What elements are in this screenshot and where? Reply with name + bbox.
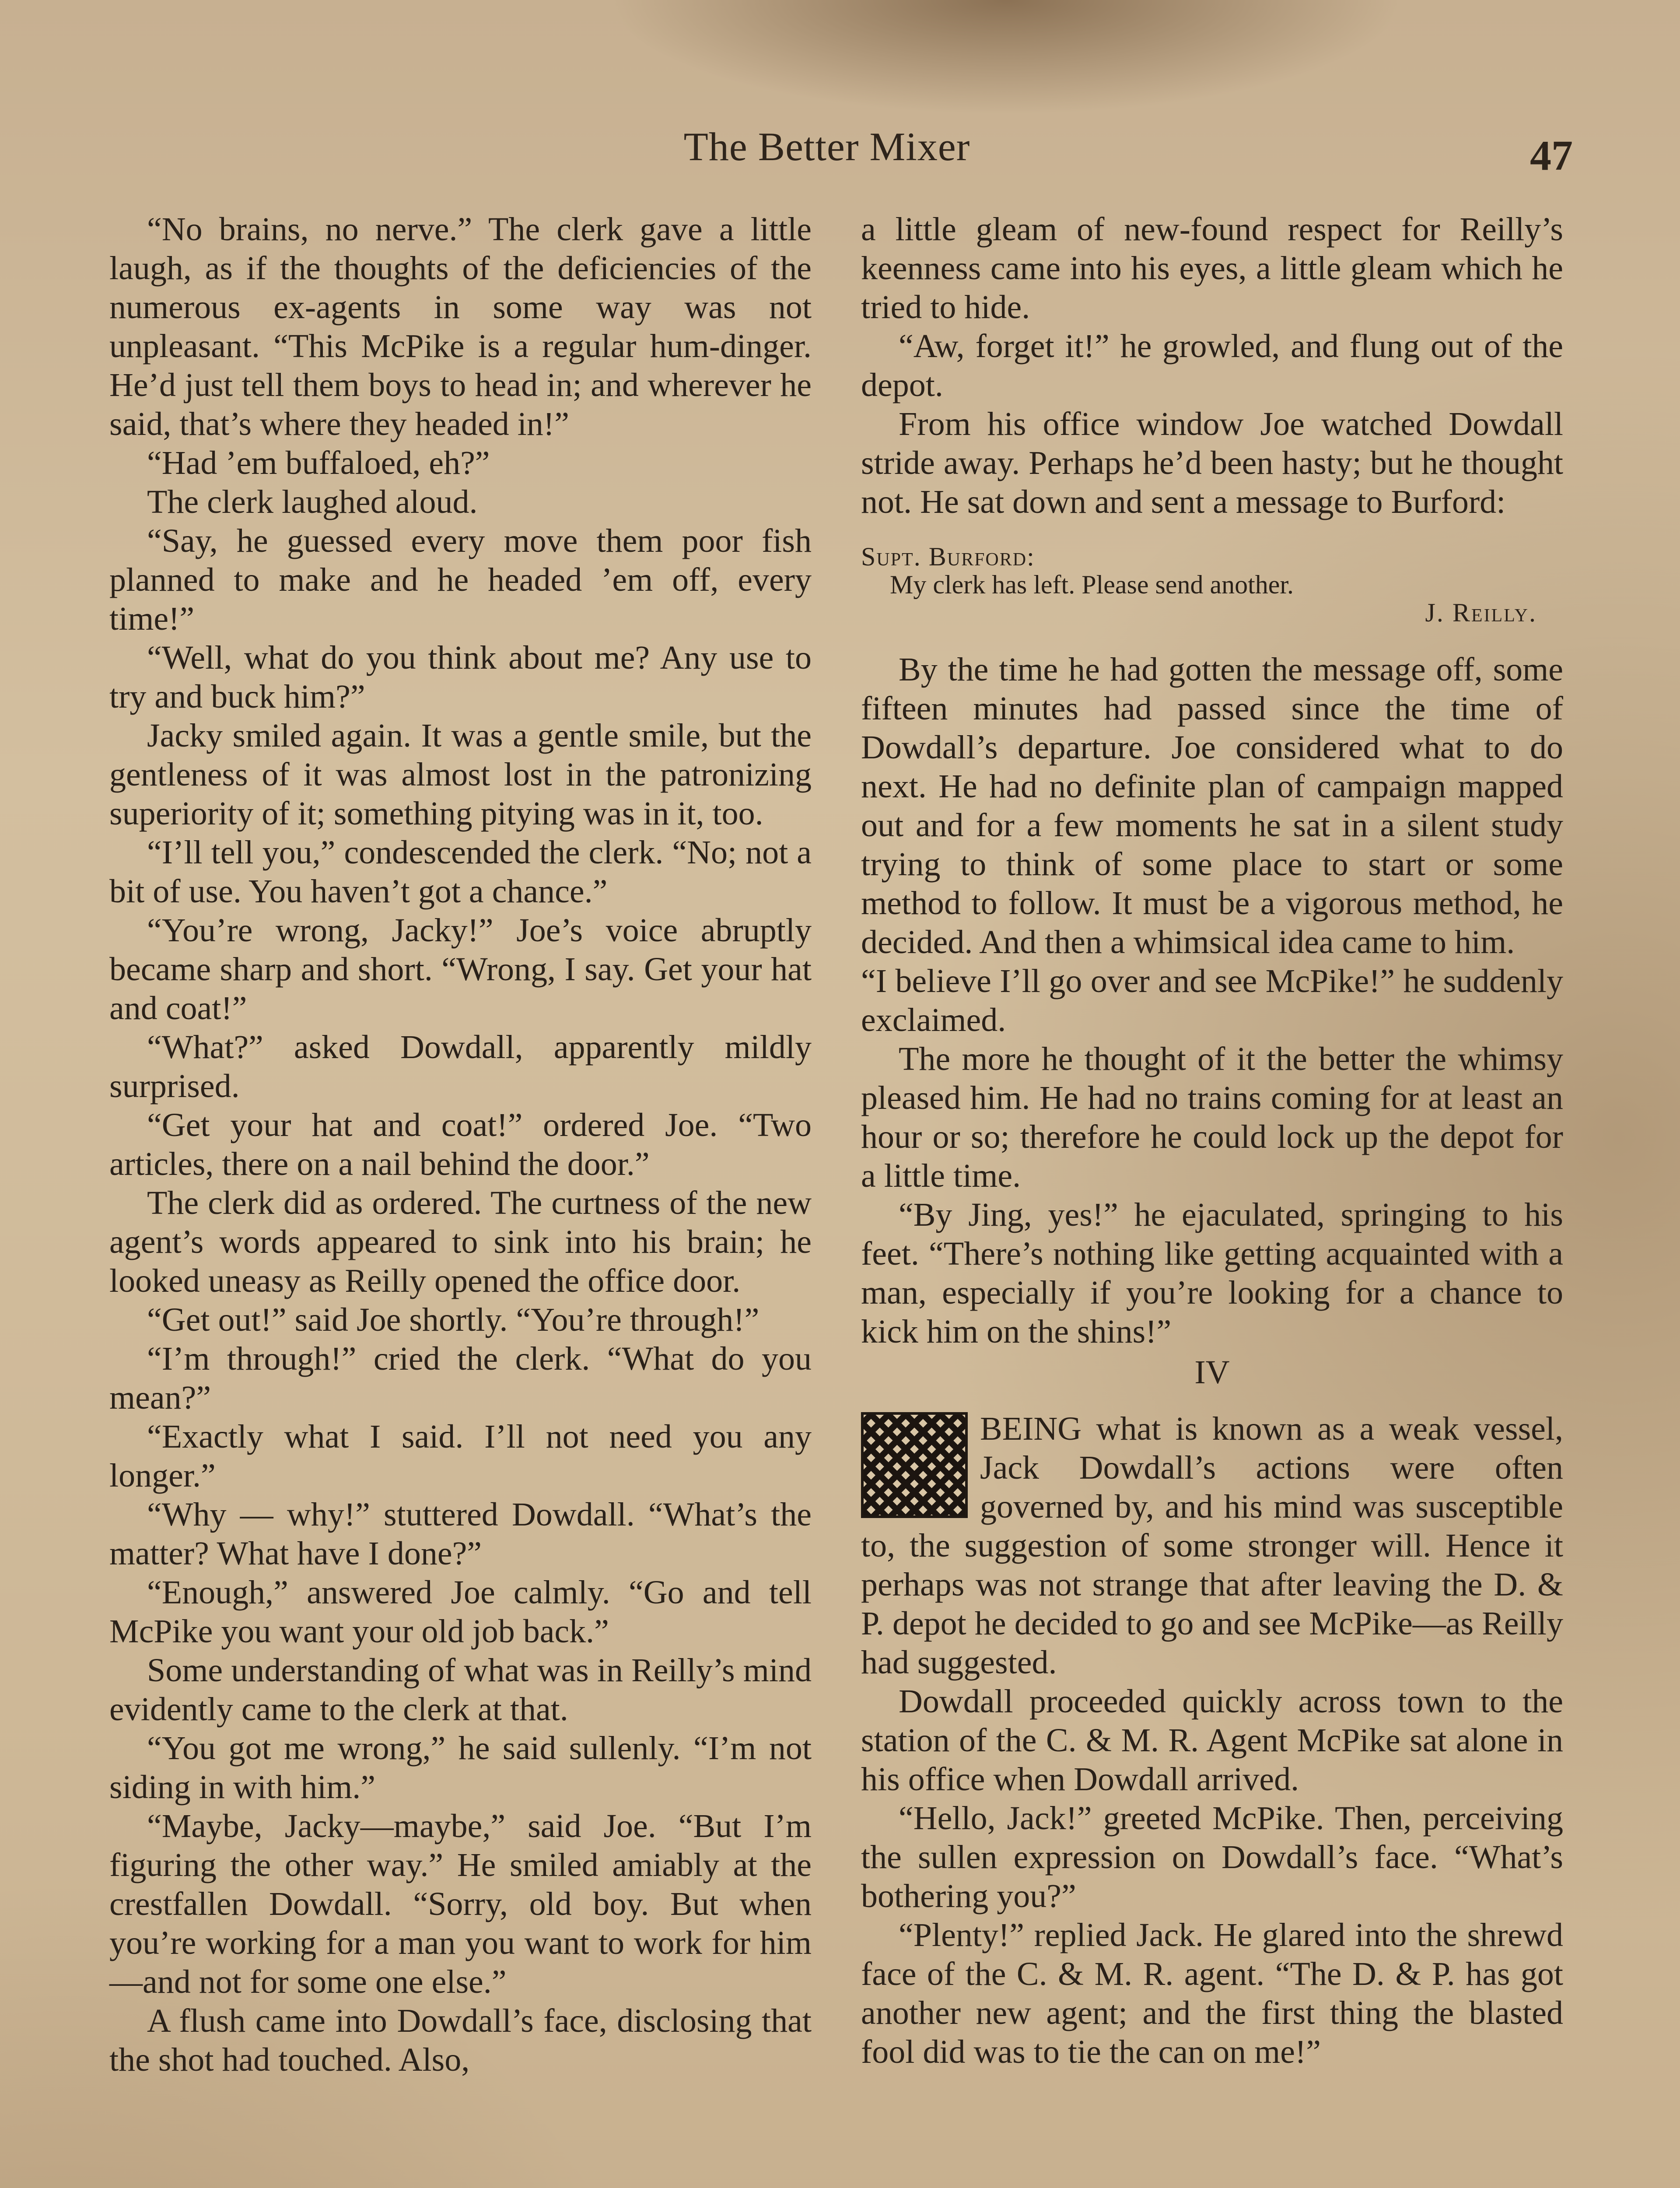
right-column — [861, 210, 1563, 2072]
paragraph: “Get out!” said Joe shortly. “You’re through!” — [147, 1301, 760, 1338]
paragraph: “Well, what do you think about me? Any use to try and buck him?” — [109, 639, 812, 715]
paragraph: “You got me wrong,” he said sullenly. “I’m not siding in with him.” — [109, 1730, 812, 1806]
paragraph: The more he thought of it the better the whimsy pleased him. He had no trains coming for at least an hour or so; therefore he could lock up the depot for a little time. — [861, 1041, 1563, 1194]
paragraph: “I’m through!” cried the clerk. “What do you mean?” — [109, 1340, 812, 1416]
paragraph: From his office window Joe watched Dowdall stride away. Perhaps he’d been hasty; but he thought not. He sat down and sent a message to Burford: — [861, 406, 1563, 520]
paragraph: “Get your hat and coat!” ordered Joe. “Two articles, there on a nail behind the door.” — [109, 1107, 812, 1182]
paragraph: “Had ’em buffaloed, eh?” — [147, 445, 490, 481]
paragraph: “Enough,” answered Joe calmly. “Go and tell McPike you want your old job back.” — [109, 1574, 812, 1650]
paragraph: Jacky smiled again. It was a gentle smile, but the gentleness of it was almost lost in the patronizing superiority of it; something pitying was in it, too. — [109, 717, 812, 832]
section-opening — [861, 1410, 1563, 1682]
paragraph: “Maybe, Jacky—maybe,” said Joe. “But I’m figuring the other way.” He smiled amiably at the crestfallen Dowdall. “Sorry, old boy. But when you’re working for a man you want to work for him—and not for some one else.” — [109, 1808, 812, 2000]
memo-addressee: Supt. Burford: — [861, 542, 1035, 571]
paragraph: “Why — why!” stuttered Dowdall. “What’s the matter? What have I done?” — [109, 1496, 812, 1572]
paragraph: a little gleam of new-found respect for Reilly’s keenness came into his eyes, a little gleam which he tried to hide. — [861, 211, 1563, 326]
memo-signature: J. Reilly. — [1425, 598, 1537, 627]
paragraph: “Plenty!” replied Jack. He glared into the shrewd face of the C. & M. R. agent. “The D. & P. has got another new agent; and the first thing the blasted fool did was to tie the can on me!” — [861, 1917, 1563, 2070]
memo-body: My clerk has left. Please send another. — [890, 570, 1294, 599]
paragraph: “By Jing, yes!” he ejaculated, springing to his feet. “There’s nothing like getting acquainted with a man, especially if you’re looking for a chance to kick him on the shins!” — [861, 1196, 1563, 1350]
page-number: 47 — [1530, 132, 1573, 179]
paragraph: “Hello, Jack!” greeted McPike. Then, perceiving the sullen expression on Dowdall’s face. “What’s bothering you?” — [861, 1800, 1563, 1914]
running-head: The Better Mixer — [683, 124, 970, 169]
section-numeral: IV — [1194, 1354, 1230, 1391]
left-column — [109, 210, 812, 2079]
paragraph: “Exactly what I said. I’ll not need you any longer.” — [109, 1418, 812, 1494]
paragraph: The clerk laughed aloud. — [147, 484, 478, 520]
telegram-message — [861, 543, 1563, 627]
paragraph: “Say, he guessed every move them poor fish planned to make and he headed ’em off, every time!” — [109, 522, 812, 637]
paragraph: Some understanding of what was in Reilly’s mind evidently came to the clerk at that. — [109, 1652, 812, 1728]
paragraph: Dowdall proceeded quickly across town to the station of the C. & M. R. Agent McPike sat alone in his office when Dowdall arrived. — [861, 1683, 1563, 1798]
dropcap-ornament — [861, 1412, 968, 1518]
paragraph: “Aw, forget it!” he growled, and flung out of the depot. — [861, 328, 1563, 403]
paragraph: “You’re wrong, Jacky!” Joe’s voice abruptly became sharp and short. “Wrong, I say. Get your hat and coat!” — [109, 912, 812, 1027]
paragraph: “What?” asked Dowdall, apparently mildly surprised. — [109, 1029, 812, 1105]
paragraph: By the time he had gotten the message off, some fifteen minutes had passed since the time of Dowdall’s departure. Joe considered what to do next. He had no definite plan of campaign mapped out and for a few moments he sat in a silent study trying to think of some place to start or some method to follow. It must be a vigorous method, he decided. And then a whimsical idea came to him. — [861, 651, 1563, 961]
paragraph: “I’ll tell you,” condescended the clerk. “No; not a bit of use. You haven’t got a chance.” — [109, 834, 812, 910]
paragraph: “I believe I’ll go over and see McPike!” he suddenly exclaimed. — [861, 963, 1563, 1038]
paragraph: A flush came into Dowdall’s face, disclosing that the shot had touched. Also, — [109, 2002, 812, 2078]
paragraph: “No brains, no nerve.” The clerk gave a little laugh, as if the thoughts of the deficiencies of the numerous ex-agents in some way was not unpleasant. “This McPike is a regular hum-dinger. He’d just tell them boys to head in; and wherever he said, that’s where they headed in!” — [109, 211, 812, 442]
paragraph: The clerk did as ordered. The curtness of the new agent’s words appeared to sink into his brain; he looked uneasy as Reilly opened the office door. — [109, 1185, 812, 1299]
section-opening-text: BEING what is known as a weak vessel, Jack Dowdall’s actions were often governed by, and his mind was susceptible to, the suggestion of some stronger will. Hence it perhaps was not strange that after leaving the D. & P. depot he decided to go and see McPike—as Reilly had suggested. — [861, 1410, 1563, 1681]
